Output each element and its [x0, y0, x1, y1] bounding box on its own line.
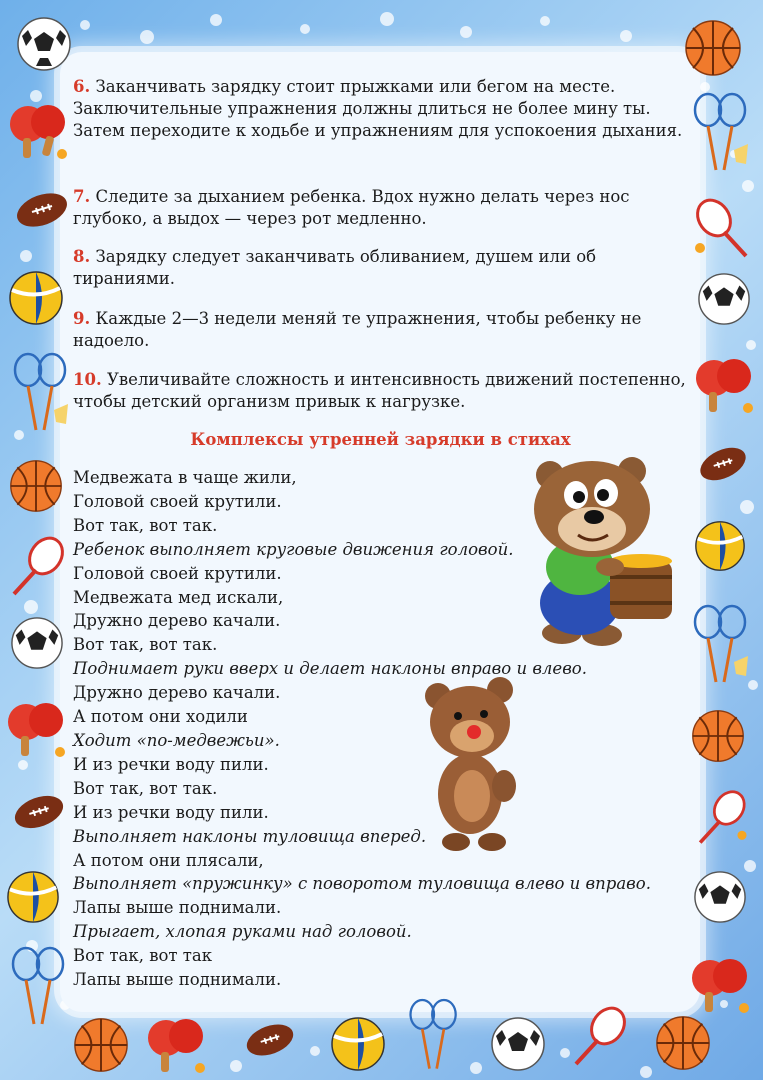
poem-instruction-line: Выполняет наклоны туловища вперед. [73, 826, 427, 846]
snow-dot [746, 340, 756, 350]
tip-number: 9. [73, 309, 91, 328]
snow-dot [20, 250, 32, 262]
tip-text: Заканчивать зарядку стоит прыжками или бегом на месте. Заключительные упражнения должны длиться не более мину ты. Затем переходите к ходьбе и упражнениям для успокоения дыхания. [73, 77, 683, 140]
poem-verse-line: Вот так, вот так. [73, 778, 218, 798]
rugby-ball-icon [12, 792, 66, 832]
basketball-icon [72, 1016, 130, 1074]
basketball-icon [654, 1014, 712, 1072]
poem-verse-line: А потом они плясали, [73, 850, 264, 870]
snow-dot [470, 1062, 482, 1074]
snow-dot [740, 500, 754, 514]
rugby-ball-icon [244, 1020, 296, 1060]
ping-pong-paddles-icon [144, 1014, 208, 1076]
tip-8 [73, 246, 693, 290]
tennis-racket-icon [8, 534, 68, 600]
snow-dot [380, 12, 394, 26]
poem-verse-line: А потом они ходили [73, 707, 248, 727]
volleyball-icon [6, 870, 60, 924]
snow-dot [540, 16, 550, 26]
ping-pong-paddles-icon [6, 100, 70, 162]
snow-dot [560, 1048, 570, 1058]
badminton-rackets-icon [690, 604, 752, 690]
poem-verse-line: Медвежата мед искали, [73, 587, 284, 607]
tennis-racket-icon [570, 1004, 630, 1070]
poem-verse-line: Лапы выше поднимали. [73, 970, 282, 990]
poem-verse-line: Головой своей крутили. [73, 563, 282, 583]
poem-verse-line: И из речки воду пили. [73, 754, 269, 774]
rugby-ball-icon [697, 444, 749, 484]
tip-number: 10. [73, 370, 102, 389]
poem-verse-line: Медвежата в чаще жили, [73, 468, 297, 487]
tip-7 [73, 186, 693, 230]
soccer-ball-icon [490, 1016, 546, 1072]
tip-text: Зарядку следует заканчивать обливанием, душем или об тираниями. [73, 247, 597, 288]
soccer-ball-icon [16, 16, 72, 72]
poem-instruction-line: Прыгает, хлопая руками над головой. [73, 922, 412, 942]
tip-text: Следите за дыханием ребенка. Вдох нужно делать через нос глубоко, а выдох — через рот медленно. [73, 187, 630, 228]
snow-dot [80, 20, 90, 30]
volleyball-icon [330, 1016, 386, 1072]
volleyball-icon [8, 270, 64, 326]
ping-pong-paddles-icon [692, 354, 756, 416]
tip-number: 8. [73, 247, 91, 266]
poem-verse-line: Вот так, вот так. [73, 515, 218, 535]
snow-dot [24, 600, 38, 614]
poem-instruction-line: Ребенок выполняет круговые движения головой. [73, 539, 514, 559]
poem-instruction-line: Поднимает руки вверх и делает наклоны вправо и влево. [73, 659, 587, 679]
poem-verse-line: Головой своей крутили. [73, 491, 282, 511]
snow-dot [300, 24, 310, 34]
snow-dot [310, 1046, 320, 1056]
tip-6 [73, 76, 693, 142]
snow-dot [640, 1066, 652, 1078]
ping-pong-paddles-icon [688, 954, 752, 1016]
snow-dot [18, 760, 28, 770]
badminton-rackets-icon [690, 92, 752, 178]
tip-number: 7. [73, 187, 91, 206]
basketball-icon [690, 708, 746, 764]
tennis-racket-icon [692, 788, 752, 848]
tip-9 [73, 308, 693, 352]
soccer-ball-icon [697, 272, 751, 326]
poem-verse-line: Дружно дерево качали. [73, 611, 281, 631]
badminton-rackets-icon [10, 352, 72, 438]
section-heading: Комплексы утренней зарядки в стихах [190, 430, 571, 449]
snow-dot [140, 30, 154, 44]
badminton-rackets-icon [8, 946, 70, 1032]
basketball-icon [8, 458, 64, 514]
poem-instruction-line: Ходит «по-медвежьи». [73, 730, 280, 750]
poem-verse-line: Вот так, вот так [73, 946, 213, 966]
poem-instruction-line: Выполняет «пружинку» с поворотом туловища влево и вправо. [73, 874, 651, 894]
snow-dot [742, 180, 754, 192]
soccer-ball-icon [10, 616, 64, 670]
snow-dot [210, 14, 222, 26]
tip-10 [73, 369, 693, 413]
poem-verse-line: Дружно дерево качали. [73, 683, 281, 703]
snow-dot [230, 1060, 242, 1072]
ping-pong-paddles-icon [4, 698, 68, 760]
poem-verse-line: И из речки воду пили. [73, 802, 269, 822]
snow-dot [620, 30, 632, 42]
tennis-racket-icon [692, 196, 752, 262]
tip-text: Увеличивайте сложность и интенсивность движений постепенно, чтобы детский организм привык к нагрузке. [73, 370, 686, 411]
poem-verse-line: Лапы выше поднимали. [73, 898, 282, 918]
tip-text: Каждые 2—3 недели меняй те упражнения, чтобы ребенку не надоело. [73, 309, 642, 350]
rugby-ball-icon [14, 190, 70, 230]
badminton-rackets-icon [406, 998, 462, 1076]
volleyball-icon [694, 520, 746, 572]
snow-dot [700, 82, 710, 92]
snow-dot [460, 26, 472, 38]
tip-number: 6. [73, 77, 91, 96]
basketball-icon [683, 18, 743, 78]
poem-verse-line: Вот так, вот так. [73, 635, 218, 655]
poem [73, 466, 651, 992]
soccer-ball-icon [693, 870, 747, 924]
